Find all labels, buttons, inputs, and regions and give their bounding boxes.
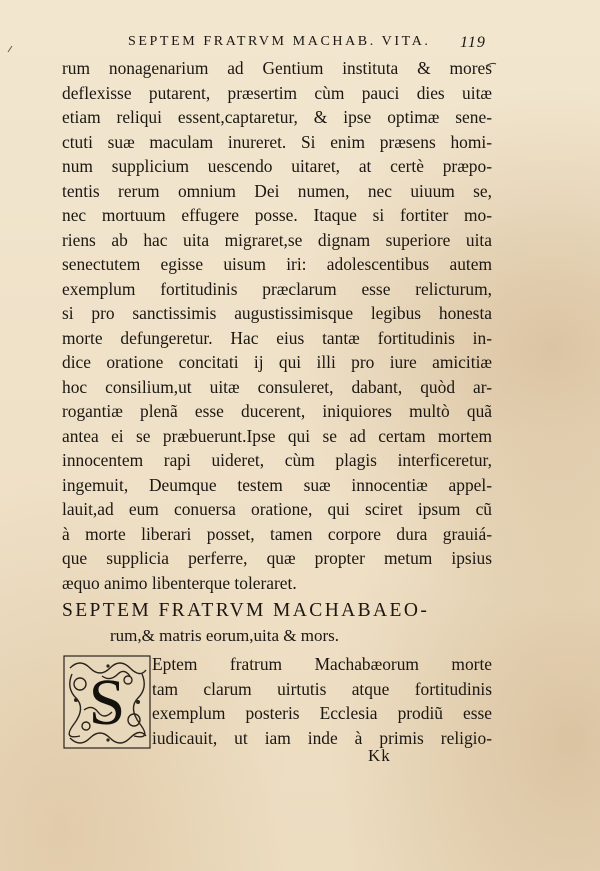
text-line: num supplicium uescendo uitaret, at certè præpo- bbox=[62, 156, 492, 176]
ornament-icon bbox=[62, 654, 152, 750]
chapter-heading bbox=[62, 598, 492, 648]
text-line: iudicauit, ut iam inde à primis religio- bbox=[152, 727, 492, 748]
text-line: ctuti suæ maculam inureret. Si enim præsens homi- bbox=[62, 131, 492, 152]
text-line: hoc consilium,ut uitæ consuleret, dabant, quòd ar- bbox=[62, 376, 492, 397]
body-text bbox=[62, 56, 492, 595]
text-line: à morte liberari posset, tamen corpore dura grauiá- bbox=[62, 523, 492, 544]
text-line: deflexisse putarent, præsertim cùm pauci dies uitæ bbox=[62, 82, 492, 103]
chapter-paragraph bbox=[152, 652, 492, 750]
text-line: rum nonagenarium ad Gentium instituta & mores bbox=[62, 58, 492, 78]
decorated-initial bbox=[62, 654, 152, 750]
margin-mark bbox=[8, 46, 12, 52]
text-line: dice oratione concitati ij qui illi pro iure amicitiæ bbox=[62, 352, 492, 372]
text-line: etiam reliqui essent,captaretur, & ipse optimæ sene- bbox=[62, 107, 492, 127]
text-line: innocentem rapi uideret, cùm plagis interficeretur, bbox=[62, 450, 492, 470]
text-line: rogantiæ plenã esse ducerent, iniquiores multò quã bbox=[62, 401, 492, 421]
text-line: morte defungeretur. Hac eius tantæ fortitudinis in- bbox=[62, 327, 492, 348]
chapter-title: SEPTEM FRATRVM MACHABAEO- bbox=[62, 600, 430, 621]
text-line: antea ei se præbuerunt.Ipse qui se ad certam mortem bbox=[62, 425, 492, 446]
signature-mark: Kk bbox=[368, 746, 391, 765]
text-line: exemplum posteris Ecclesia prodiũ esse bbox=[152, 703, 492, 723]
text-line: nec mortuum effugere posse. Itaque si fortiter mo- bbox=[62, 205, 492, 225]
text-line: tam clarum uirtutis atque fortitudinis bbox=[152, 678, 492, 699]
initial-letter: S bbox=[88, 666, 126, 739]
text-line: senectutem egisse uisum iri: adolescentibus autem bbox=[62, 254, 492, 274]
text-line: tentis rerum omnium Dei numen, nec uiuum se, bbox=[62, 180, 492, 201]
chapter-subtitle: rum,& matris eorum,uita & mors. bbox=[110, 626, 339, 645]
text-line: si pro sanctissimis augustissimisque legibus honesta bbox=[62, 303, 492, 323]
text-line: æquo animo libenterque toleraret. bbox=[62, 572, 297, 593]
text-line: exemplum fortitudinis præclarum esse relicturum, bbox=[62, 278, 492, 299]
text-line: lauit,ad eum conuersa oratione, qui sciret ipsum cũ bbox=[62, 499, 492, 519]
text-line: que supplicia perferre, quæ propter metum ipsius bbox=[62, 548, 492, 568]
text-line: riens ab hac uita migraret,se dignam superiore uita bbox=[62, 229, 492, 250]
text-line: Eptem fratrum Machabæorum morte bbox=[152, 654, 492, 674]
folio-number: 119 bbox=[460, 34, 486, 51]
running-head: SEPTEM FRATRVM MACHAB. VITA. bbox=[128, 34, 431, 49]
text-line: ingemuit, Deumque testem suæ innocentiæ appel- bbox=[62, 474, 492, 495]
